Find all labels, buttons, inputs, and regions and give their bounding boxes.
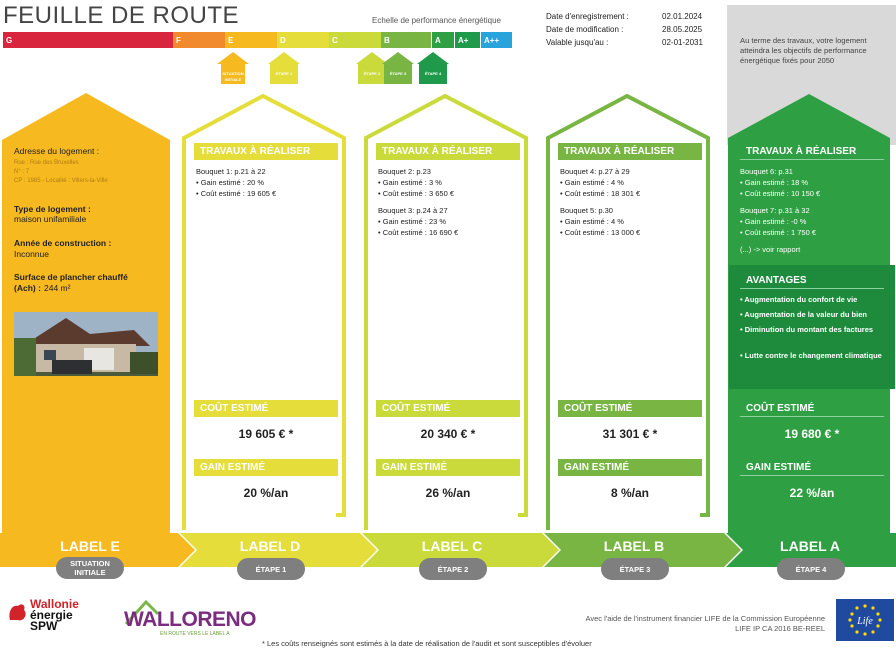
works-line: • Coût estimé : 3 650 € xyxy=(378,189,454,198)
cost-value-etape-1: 19 605 € * xyxy=(238,427,294,441)
advantages-title: AVANTAGES xyxy=(740,272,884,289)
gain-title-etape-2: GAIN ESTIMÉ xyxy=(376,459,520,476)
step-pill-etape-1: ÉTAPE 1 xyxy=(237,558,305,580)
marker-etape-1 xyxy=(268,52,300,84)
works-line: • Gain estimé : 4 % xyxy=(560,178,624,187)
works-line: Bouquet 4: p.27 à 29 xyxy=(560,167,630,176)
eu-life-logo xyxy=(836,599,894,641)
scale-segment-f: F xyxy=(173,32,225,48)
house-photo xyxy=(14,312,158,376)
wallonie-rooster-icon xyxy=(6,600,28,624)
modification-label: Date de modification : xyxy=(546,25,624,34)
scale-segment-a: A xyxy=(432,32,454,48)
marker-etape-2 xyxy=(356,52,388,84)
cost-title-etape-3: COÛT ESTIMÉ xyxy=(558,400,702,417)
svg-text:ÉTAPE 4: ÉTAPE 4 xyxy=(424,71,442,76)
gain-value-etape-1: 20 %/an xyxy=(243,486,289,500)
works-line: • Coût estimé : 18 301 € xyxy=(560,189,641,198)
scale-segment-d: D xyxy=(277,32,329,48)
step-pill-etape-2: ÉTAPE 2 xyxy=(419,558,487,580)
scale-segment-a-plus: A+ xyxy=(455,32,480,48)
gain-title-etape-4: GAIN ESTIMÉ xyxy=(740,459,884,476)
scale-segment-e: E xyxy=(225,32,277,48)
advantage-item: • Augmentation de la valeur du bien xyxy=(740,310,867,319)
cost-value-etape-2: 20 340 € * xyxy=(420,427,476,441)
label-d: LABEL D xyxy=(239,538,301,554)
label-c: LABEL C xyxy=(421,538,483,554)
step-pill-initial: SITUATION INITIALE xyxy=(56,557,124,579)
gain-value-etape-2: 26 %/an xyxy=(425,486,471,500)
works-line: • Coût estimé : 13 000 € xyxy=(560,228,641,237)
gain-value-etape-3: 8 %/an xyxy=(610,486,649,500)
cost-title-etape-2: COÛT ESTIMÉ xyxy=(376,400,520,417)
step-pill-etape-4: ÉTAPE 4 xyxy=(777,558,845,580)
works-line: Bouquet 7: p.31 à 32 xyxy=(740,206,810,215)
marker-initial xyxy=(217,52,249,84)
works-line: • Gain estimé : 20 % xyxy=(196,178,265,187)
scale-segment-c: C xyxy=(329,32,381,48)
works-title-etape-4: TRAVAUX À RÉALISER xyxy=(740,143,884,160)
label-b: LABEL B xyxy=(603,538,665,554)
valid-label: Valable jusqu'au : xyxy=(546,38,609,47)
works-line: • Coût estimé : 10 150 € xyxy=(740,189,821,198)
life-logo-text: Life xyxy=(857,616,873,627)
svg-text:ÉTAPE 3: ÉTAPE 3 xyxy=(389,71,407,76)
cost-value-etape-4: 19 680 € * xyxy=(784,427,840,441)
scale-label: Echelle de performance énergétique xyxy=(372,16,501,25)
works-line: • Gain estimé : 18 % xyxy=(740,178,809,187)
address-value: Rue : Rue des Bruxelles N° : 7 CP : 1985 - Localité : Villers-la-Ville xyxy=(14,160,108,184)
year-value: Inconnue xyxy=(14,249,49,259)
year-label: Année de construction : xyxy=(14,238,112,248)
svg-text:ÉTAPE 2: ÉTAPE 2 xyxy=(363,71,381,76)
svg-text:INITIALE: INITIALE xyxy=(224,77,242,82)
marker-etape-3 xyxy=(382,52,414,84)
walloreno-logo: WALLORENO xyxy=(124,608,256,631)
works-line: • Gain estimé : 23 % xyxy=(378,217,447,226)
works-line: Bouquet 1: p.21 à 22 xyxy=(196,167,266,176)
scale-segment-a-plus-plus: A++ xyxy=(481,32,512,48)
modification-value: 28.05.2025 xyxy=(662,25,703,34)
works-line: Bouquet 5: p.30 xyxy=(560,206,613,215)
surface-prefix: (Ach) : xyxy=(14,283,41,293)
marker-etape-4 xyxy=(417,52,449,84)
registration-label: Date d'enregistrement : xyxy=(546,12,629,21)
works-title-etape-2: TRAVAUX À RÉALISER xyxy=(376,143,520,160)
scale-markers xyxy=(214,50,454,86)
life-credit-line2: LIFE IP CA 2016 BE-REEL xyxy=(735,624,825,633)
svg-text:SITUATION: SITUATION xyxy=(222,71,244,76)
svg-text:ÉTAPE 1: ÉTAPE 1 xyxy=(275,71,293,76)
surface-label: Surface de plancher chauffé xyxy=(14,272,128,282)
works-line: • Gain estimé : -0 % xyxy=(740,217,807,226)
works-title-etape-3: TRAVAUX À RÉALISER xyxy=(558,143,702,160)
works-line: • Gain estimé : 3 % xyxy=(378,178,442,187)
gain-title-etape-1: GAIN ESTIMÉ xyxy=(194,459,338,476)
works-title-etape-1: TRAVAUX À RÉALISER xyxy=(194,143,338,160)
works-line: Bouquet 2: p.23 xyxy=(378,167,431,176)
works-line: Bouquet 6: p.31 xyxy=(740,167,793,176)
gain-title-etape-3: GAIN ESTIMÉ xyxy=(558,459,702,476)
works-line: Bouquet 3: p.24 à 27 xyxy=(378,206,448,215)
wallonie-logo-line3: SPW xyxy=(30,619,58,633)
cost-title-etape-1: COÛT ESTIMÉ xyxy=(194,400,338,417)
life-credit-line1: Avec l'aide de l'instrument financier LIFE de la Commission Européenne xyxy=(585,614,825,623)
surface-value: 244 m² xyxy=(44,283,71,293)
advantage-item: • Augmentation du confort de vie xyxy=(740,295,858,304)
advantage-item: • Diminution du montant des factures xyxy=(740,325,874,334)
scale-segment-g: G xyxy=(3,32,173,48)
step-pill-etape-3: ÉTAPE 3 xyxy=(601,558,669,580)
see-report: (...) -> voir rapport xyxy=(740,245,801,254)
works-line: • Coût estimé : 19 605 € xyxy=(196,189,277,198)
cost-footnote: * Les coûts renseignés sont estimés à la date de réalisation de l'audit et sont susceptibles d'évoluer xyxy=(262,639,592,648)
advantage-item: • Lutte contre le changement climatique xyxy=(740,351,882,360)
valid-value: 02-01-2031 xyxy=(662,38,703,47)
works-line: • Gain estimé : 4 % xyxy=(560,217,624,226)
type-value: maison unifamiliale xyxy=(14,214,87,224)
walloreno-subtitle: EN ROUTE VERS LE LABEL A xyxy=(160,631,230,637)
works-line: • Coût estimé : 16 690 € xyxy=(378,228,459,237)
address-label: Adresse du logement : xyxy=(14,146,100,156)
target-text: Au terme des travaux, votre logement atteindra les objectifs de performance énergétique fixés pour 2050 xyxy=(740,36,867,65)
life-credit xyxy=(520,614,825,634)
scale-segment-b: B xyxy=(381,32,431,48)
cost-value-etape-3: 31 301 € * xyxy=(602,427,658,441)
works-line: • Coût estimé : 1 750 € xyxy=(740,228,816,237)
gain-value-etape-4: 22 %/an xyxy=(789,486,835,500)
label-e: LABEL E xyxy=(60,538,120,554)
wallonie-logo-line2: énergie xyxy=(30,608,73,622)
registration-value: 02.01.2024 xyxy=(662,12,703,21)
type-label: Type de logement : xyxy=(14,204,91,214)
wallonie-logo-line1: Wallonie xyxy=(30,597,79,611)
page-title: FEUILLE DE ROUTE xyxy=(3,2,240,29)
label-a: LABEL A xyxy=(780,538,840,554)
cost-title-etape-4: COÛT ESTIMÉ xyxy=(740,400,884,417)
